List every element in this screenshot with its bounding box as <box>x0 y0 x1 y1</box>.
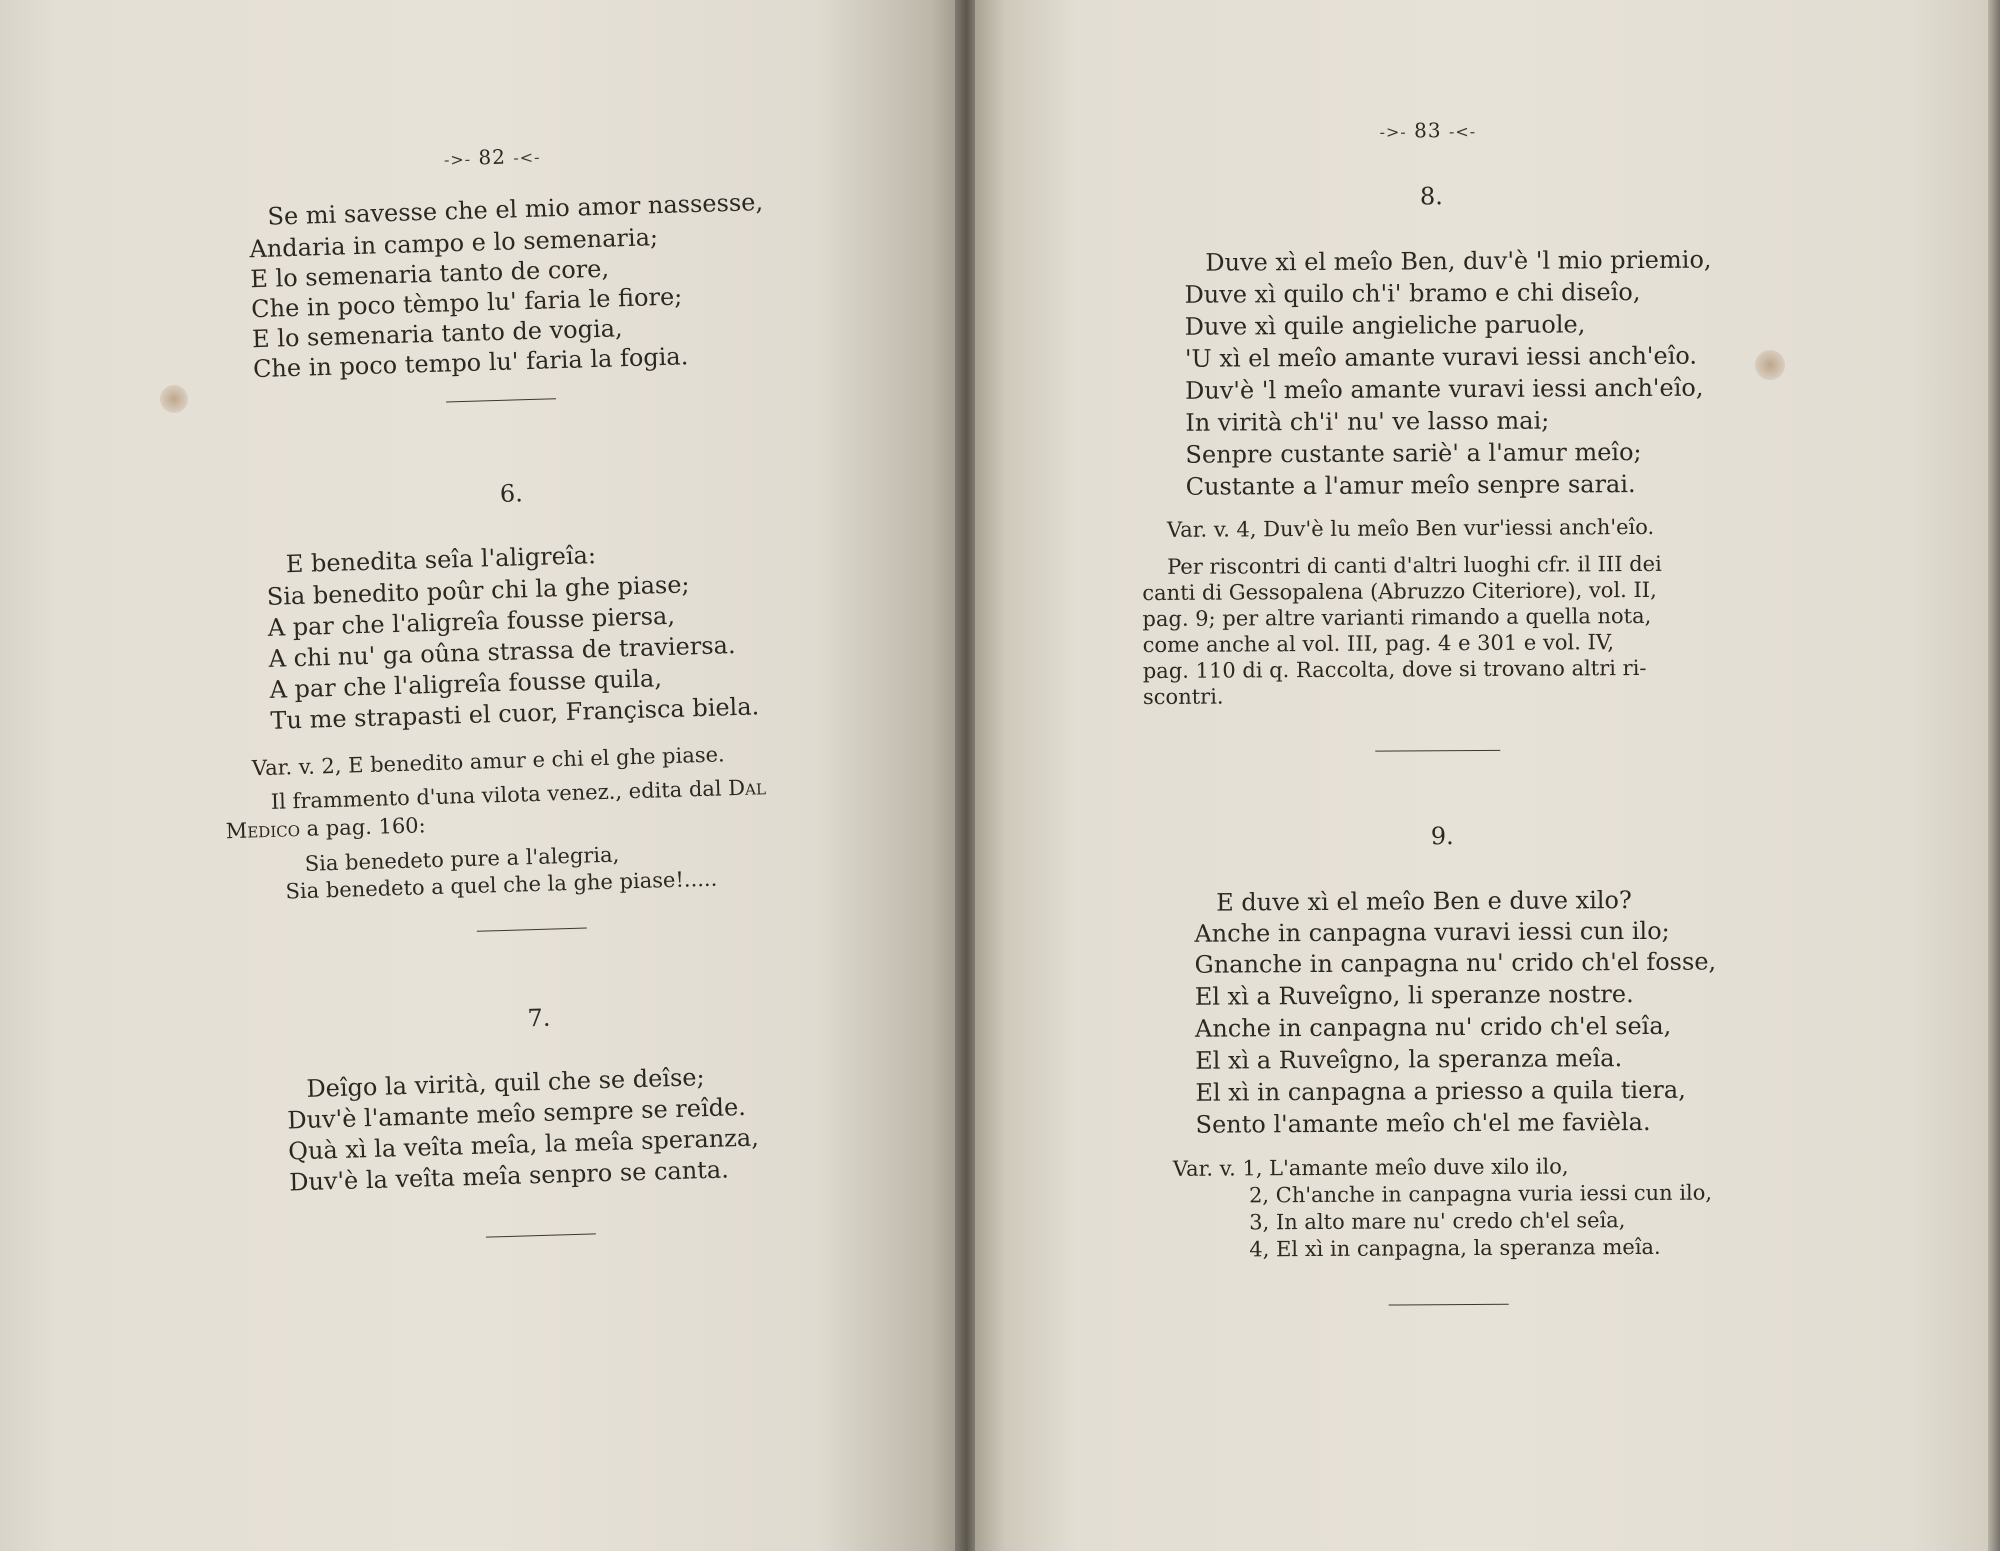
poem-line: Duv'è l'amante meîo sempre se reîde. <box>286 1092 747 1135</box>
editorial-note-line: canti di Gessopalena (Abruzzo Citeriore), vol. II, <box>1142 577 1657 606</box>
poem-line: Sento l'amante meîo ch'el me favièla. <box>1195 1107 1651 1139</box>
poem-line: Anche in canpagna vuravi iessi cun ilo; <box>1194 916 1670 948</box>
section-divider <box>1375 750 1500 752</box>
editorial-note-line: pag. 110 di q. Raccolta, dove si trovano altri ri- <box>1142 655 1647 684</box>
left-page-text <box>0 0 960 1551</box>
section-divider <box>1389 1304 1509 1306</box>
variant-note: 3, In alto mare nu' credo ch'el seîa, <box>1249 1208 1626 1235</box>
editorial-note-line: come anche al vol. III, pag. 4 e 301 e vol. IV, <box>1142 630 1615 658</box>
poem-line: Gnanche in canpagna nu' crido ch'el fosse, <box>1194 947 1717 979</box>
editorial-note-line <box>225 812 426 844</box>
poem-line: E lo semenaria tanto de core, <box>249 254 610 294</box>
poem-line: Tu me strapasti el cuor, Françisca biela. <box>270 692 760 735</box>
variant-note: 2, Ch'anche in canpagna vuria iessi cun ilo, <box>1248 1180 1713 1208</box>
variant-note: Var. v. 4, Duv'è lu meîo Ben vur'iessi anch'eîo. <box>1166 514 1655 542</box>
poem-line: Duv'è la veîta meîa senpro se canta. <box>288 1155 730 1197</box>
poem-line: In virità ch'i' nu' ve lasso mai; <box>1185 406 1550 437</box>
poem-line: El xì in canpagna a priesso a quila tiera, <box>1195 1075 1686 1107</box>
note-text: a pag. 160: <box>299 813 427 841</box>
poem-line: Duve xì quile angieliche paruole, <box>1184 310 1586 341</box>
ornament-right: -<- <box>1448 121 1477 142</box>
song-number-7: 7. <box>527 1003 551 1033</box>
poem-line: E duve xì el meîo Ben e duve xilo? <box>1216 886 1632 917</box>
poem-line: Che in poco tempo lu' faria la fogia. <box>252 342 689 384</box>
ornament-left: ->- <box>443 149 472 170</box>
section-divider <box>446 398 556 402</box>
editorial-note-line: pag. 9; per altre varianti rimando a quella nota, <box>1142 603 1652 632</box>
page-number: 82 <box>478 144 507 170</box>
variant-note: 4, El xì in canpagna, la speranza meîa. <box>1249 1234 1661 1262</box>
variant-note: Var. v. 2, E benedito amur e chi el ghe piase. <box>251 742 725 781</box>
editorial-note-line <box>271 774 767 815</box>
page-number-82 <box>444 144 541 171</box>
poem-line: Andaria in campo e lo semenaria; <box>249 223 659 264</box>
poem-line: Che in poco tèmpo lu' faria le fiore; <box>250 282 683 324</box>
poem-line: Deîgo la virità, quil che se deîse; <box>306 1063 705 1103</box>
author-name: Dal <box>727 775 767 801</box>
poem-line: Se mi savesse che el mio amor nassesse, <box>267 187 764 231</box>
poem-line: A par che l'aligreîa fousse quila, <box>269 664 663 704</box>
author-name: Medico <box>225 816 301 844</box>
poem-line: E lo semenaria tanto de vogia, <box>251 314 623 354</box>
poem-line: Duve xì el meîo Ben, duv'è 'l mio priemio, <box>1205 245 1712 277</box>
right-page-text <box>975 0 1990 1551</box>
song-number-9: 9. <box>1430 822 1454 851</box>
ornament-right: -<- <box>513 147 541 168</box>
note-text: Il frammento d'una vilota venez., edita dal <box>270 776 729 814</box>
poem-line: E benedita seîa l'aligreîa: <box>285 541 597 579</box>
quoted-line: Sia benedeto pure a l'alegria, <box>304 842 620 876</box>
song-number-6: 6. <box>499 479 524 508</box>
left-page <box>0 0 960 1551</box>
poem-line: A chi nu' ga oûna strassa de traviersa. <box>268 630 736 673</box>
poem-line: Senpre custante sariè' a l'amur meîo; <box>1185 437 1642 469</box>
variant-note: Var. v. 1, L'amante meîo duve xilo ilo, <box>1172 1154 1569 1181</box>
page-number: 83 <box>1414 118 1442 143</box>
poem-line: El xì a Ruveîgno, li speranze nostre. <box>1194 980 1634 1011</box>
section-divider <box>486 1233 596 1237</box>
poem-line: Anche in canpagna nu' crido ch'el seîa, <box>1194 1011 1672 1043</box>
right-page <box>975 0 1990 1551</box>
poem-line: Sia benedito poûr chi la ghe piase; <box>266 570 690 611</box>
poem-line: El xì a Ruveîgno, la speranza meîa. <box>1195 1044 1623 1075</box>
ornament-left: ->- <box>1379 122 1407 142</box>
poem-line: Quà xì la veîta meîa, la meîa speranza, <box>287 1123 760 1166</box>
song-number-8: 8. <box>1419 182 1443 211</box>
poem-line: A par che l'aligreîa fousse piersa, <box>267 601 676 642</box>
poem-line: Duve xì quilo ch'i' bramo e chi diseîo, <box>1184 277 1641 309</box>
quoted-line: Sia benedeto a quel che la ghe piase!..... <box>285 866 718 904</box>
poem-line: Duv'è 'l meîo amante vuravi iessi anch'eîo, <box>1185 373 1704 405</box>
editorial-note-line: Per riscontri di canti d'altri luoghi cfr. il III dei <box>1167 551 1662 579</box>
section-divider <box>477 928 587 932</box>
poem-line: Custante a l'amur meîo senpre sarai. <box>1185 470 1636 501</box>
editorial-note-line: scontri. <box>1142 684 1224 710</box>
poem-line: 'U xì el meîo amante vuravi iessi anch'eîo. <box>1184 341 1698 373</box>
page-number-83 <box>1379 118 1476 143</box>
page-edge <box>1988 0 2000 1551</box>
